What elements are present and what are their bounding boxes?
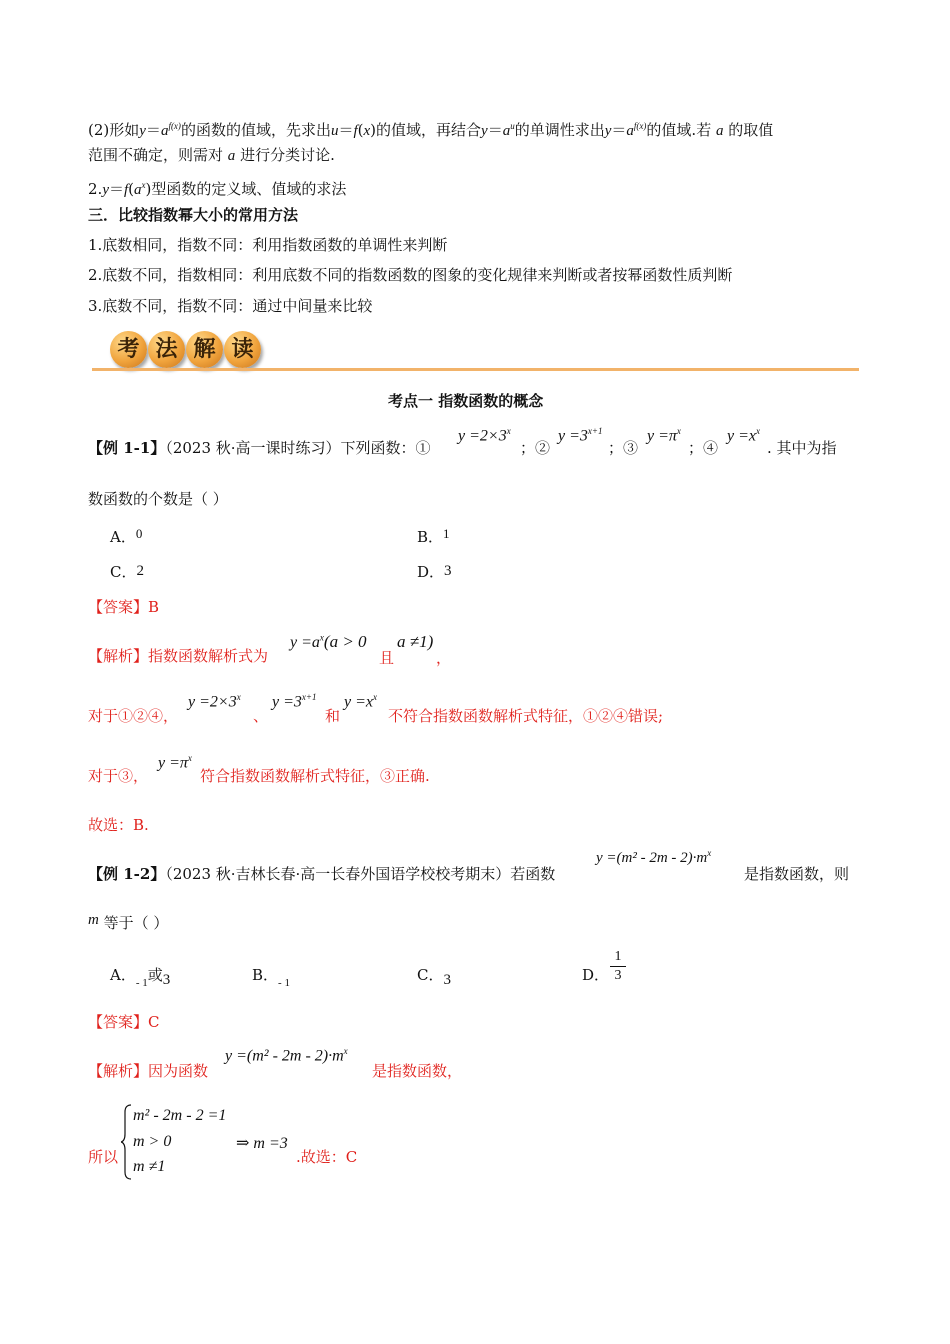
analysis-line-a-f1: $y =2\times 3^x$ [188, 692, 241, 711]
system-row-1: m² - 2m - 2 =1 [133, 1107, 227, 1124]
list-item: 3.底数不同，指数不同：通过中间量来比较 [88, 297, 373, 315]
system-implies: ⇒ m =3 [236, 1135, 288, 1152]
formula-f2: $y =3^{x+1}$ [558, 426, 603, 445]
option-a: A．0 [110, 526, 143, 546]
banner-underline [92, 368, 859, 371]
fraction-denominator: 3 [614, 968, 622, 983]
system-lead: 所以 [88, 1148, 119, 1166]
question-tail: . 其中为指 [767, 439, 837, 457]
text-line-1: (2)形如$y=a^{f(x)}$的函数的值域，先求出u＝f(x)的值域，再结合$y=a^u$的单调性求出$y=a^{f(x)}$的值域.若 a 的取值 [88, 121, 774, 139]
text-line-2: 范围不确定，则需对 a 进行分类讨论. [88, 146, 335, 164]
option-c: C．3 [417, 966, 451, 988]
analysis-1-2-lead: 【解析】因为函数 [88, 1062, 209, 1080]
example-1-2-line-2: m 等于（ ） [88, 912, 169, 932]
analysis-formula: $y =a^x(a > 0$ [290, 632, 367, 651]
analysis-line-b-tail: 符合指数函数解析式特征，③正确. [200, 767, 430, 785]
banner-char-fa: 法 [148, 331, 185, 368]
question-line-2: 数函数的个数是（ ） [88, 490, 228, 508]
list-item: 1.底数相同，指数不同：利用指数函数的单调性来判断 [88, 236, 448, 254]
analysis-line-a-sep: 、 [253, 707, 269, 725]
option-b: B．$_{- 1}$ [252, 966, 290, 989]
fraction-numerator: 1 [614, 949, 622, 964]
banner-char-du: 读 [224, 331, 261, 368]
analysis-line-a-and: 和 [325, 707, 341, 725]
topic-title: 考点一 指数函数的概念 [388, 392, 544, 410]
option-d: D． [582, 966, 610, 984]
formula-f3: $y =\pi^x$ [647, 426, 681, 445]
example-1-2-formula: $y =(m^2 - 2m - 2)\cdot m^x$ [596, 848, 712, 866]
analysis-line-a-lead: 对于①②④， [88, 707, 179, 725]
banner-char-kao: 考 [110, 331, 147, 368]
conclusion-1-1: 故选：B. [88, 816, 149, 834]
system-row-3: m ≠1 [133, 1158, 166, 1175]
analysis-comma: ， [436, 649, 452, 667]
option-b: B．1 [417, 526, 450, 546]
banner-char-jie: 解 [186, 331, 223, 368]
text-line-3: $2.y=f(a^x)$型函数的定义域、值域的求法 [88, 180, 347, 198]
analysis-line-b-lead: 对于③， [88, 767, 149, 785]
example-1-2-question: 【例 1-2】（2023 秋·吉林长春·高一长春外国语学校校考期末）若函数 [88, 865, 556, 883]
section-heading: 三．比较指数幂大小的常用方法 [88, 206, 299, 224]
example-1-2-tail: 是指数函数，则 [744, 865, 850, 883]
left-brace [121, 1104, 133, 1180]
analysis-cond: a ≠1) [397, 632, 434, 651]
analysis-line-a-tail: 不符合指数函数解析式特征，①②④错误; [388, 707, 664, 725]
analysis-1-2-formula: $y =(m^2 - 2m - 2)\cdot m^x$ [225, 1046, 348, 1065]
analysis-1-2-tail: 是指数函数， [372, 1062, 463, 1080]
analysis-line-a-f2: $y =3^{x+1}$ [272, 692, 317, 711]
option-d: D．3 [417, 563, 452, 581]
analysis-and: 且 [379, 649, 395, 667]
fraction-bar [610, 966, 626, 967]
option-c: C．2 [110, 563, 144, 581]
formula-f1: $y =2\times 3^x$ [458, 426, 511, 445]
option-d-fraction [610, 949, 626, 984]
analysis-1-1-line-1: 【解析】指数函数解析式为 [88, 647, 269, 665]
answer-1-1: 【答案】B [88, 598, 160, 616]
list-item: 2.底数不同，指数相同：利用底数不同的指数函数的图象的变化规律来判断或者按幂函数性质判断 [88, 266, 733, 284]
formula-f4: $y =x^x$ [727, 426, 760, 445]
example-1-1-question: 【例 1-1】（2023 秋·高一课时练习）下列函数：① [88, 439, 431, 457]
analysis-line-a-f3: $y =x^x$ [344, 692, 377, 711]
analysis-line-b-f: $y =\pi^x$ [158, 753, 192, 772]
system-row-2: m > 0 [133, 1133, 172, 1150]
system-tail: .故选：C [296, 1148, 358, 1166]
sep-2: ；② [520, 439, 551, 457]
answer-1-2: 【答案】C [88, 1013, 160, 1031]
option-a: A．$_{- 1}$或3 [110, 966, 171, 989]
sep-3: ；③ [608, 439, 639, 457]
sep-4: ；④ [688, 439, 719, 457]
